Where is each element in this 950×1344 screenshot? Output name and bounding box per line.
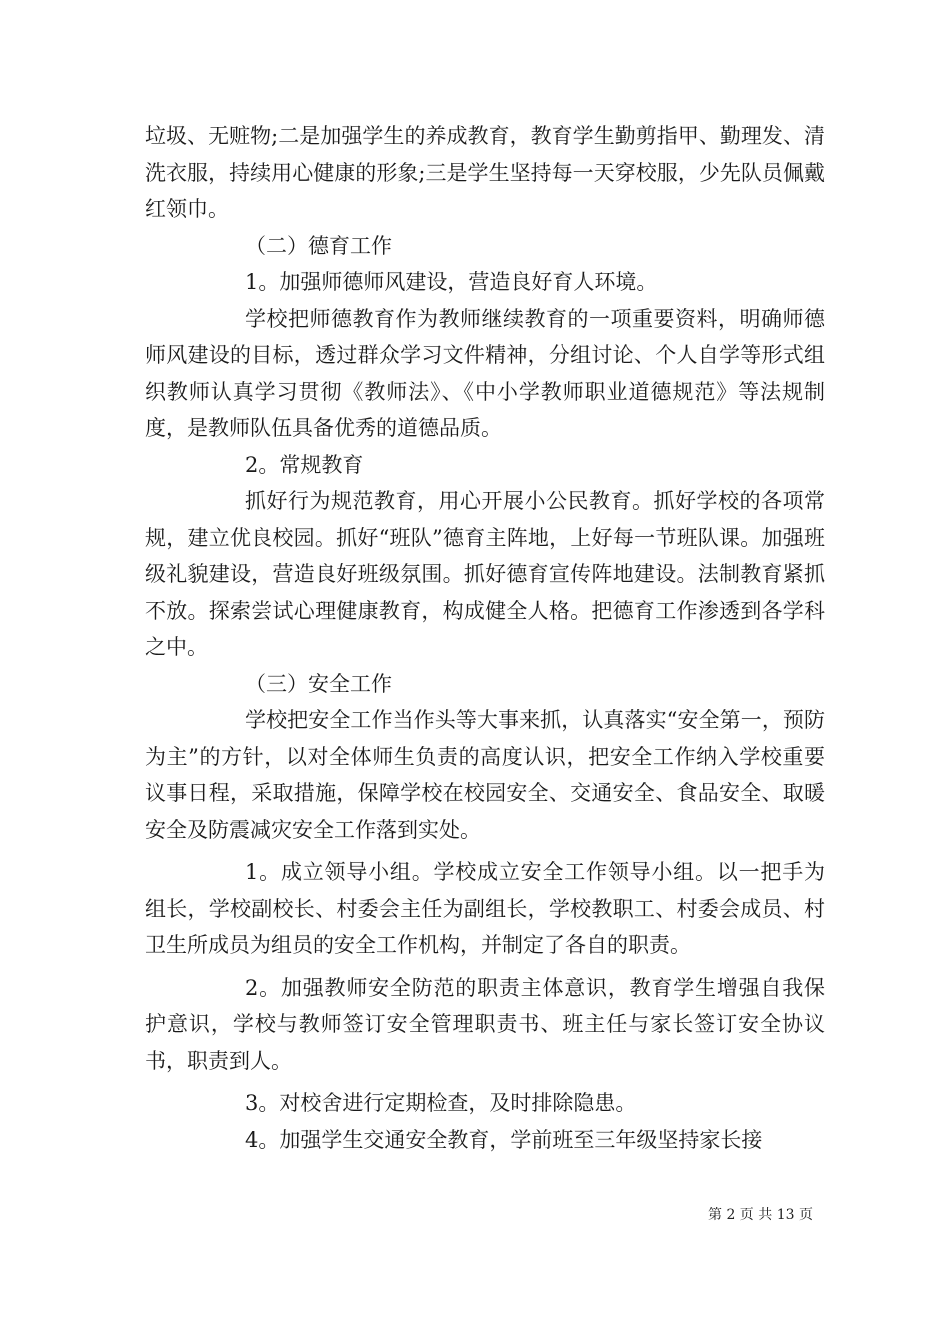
paragraph-safety-responsibility: 2。加强教师安全防范的职责主体意识，教育学生增强自我保护意识，学校与教师签订安全管理职责书、班主任与家长签订安全协议书，职责到人。 bbox=[145, 975, 825, 1073]
paragraph-hygiene-continued: 垃圾、无赃物;二是加强学生的养成教育，教育学生勤剪指甲、勤理发、清洗衣服，持续用心健康的形象;三是学生坚持每一天穿校服，少先队员佩戴红领巾。 bbox=[145, 124, 825, 221]
heading-moral-education: （二）德育工作 bbox=[245, 233, 392, 258]
paragraph-building-inspection: 3。对校舍进行定期检查，及时排除隐患。 bbox=[245, 1091, 637, 1115]
paragraph-traffic-safety: 4。加强学生交通安全教育，学前班至三年级坚持家长接 bbox=[245, 1127, 763, 1152]
heading-safety-work: （三）安全工作 bbox=[245, 671, 392, 696]
paragraph-teacher-ethics: 学校把师德教育作为教师继续教育的一项重要资料，明确师德师风建设的目标，透过群众学习文件精神，分组讨论、个人自学等形式组织教师认真学习贯彻《教师法》、《中小学教师职业道德规范》等法规制度，是教师队伍具备优秀的道德品质。 bbox=[145, 306, 825, 440]
subheading-routine-education: 2。常规教育 bbox=[245, 452, 364, 477]
page-number-footer: 第 2 页 共 13 页 bbox=[708, 1207, 813, 1223]
paragraph-safety-leadership: 1。成立领导小组。学校成立安全工作领导小组。以一把手为组长，学校副校长、村委会主任为副组长，学校教职工、村委会成员、村卫生所成员为组员的安全工作机构，并制定了各自的职责。 bbox=[145, 860, 825, 957]
document-body bbox=[145, 118, 825, 1158]
paragraph-routine-education: 抓好行为规范教育，用心开展小公民教育。抓好学校的各项常规，建立优良校园。抓好“班队”德育主阵地，上好每一节班队课。加强班级礼貌建设，营造良好班级氛围。抓好德育宣传阵地建设。法制教育紧抓不放。探索尝试心理健康教育，构成健全人格。把德育工作渗透到各学科之中。 bbox=[145, 489, 825, 659]
paragraph-safety-work: 学校把安全工作当作头等大事来抓，认真落实“安全第一，预防为主”的方针，以对全体师生负责的高度认识，把安全工作纳入学校重要议事日程，采取措施，保障学校在校园安全、交通安全、食品安全、取暖安全及防震减灾安全工作落到实处。 bbox=[145, 708, 825, 842]
subheading-teacher-ethics: 1。加强师德师风建设，营造良好育人环境。 bbox=[245, 270, 658, 294]
